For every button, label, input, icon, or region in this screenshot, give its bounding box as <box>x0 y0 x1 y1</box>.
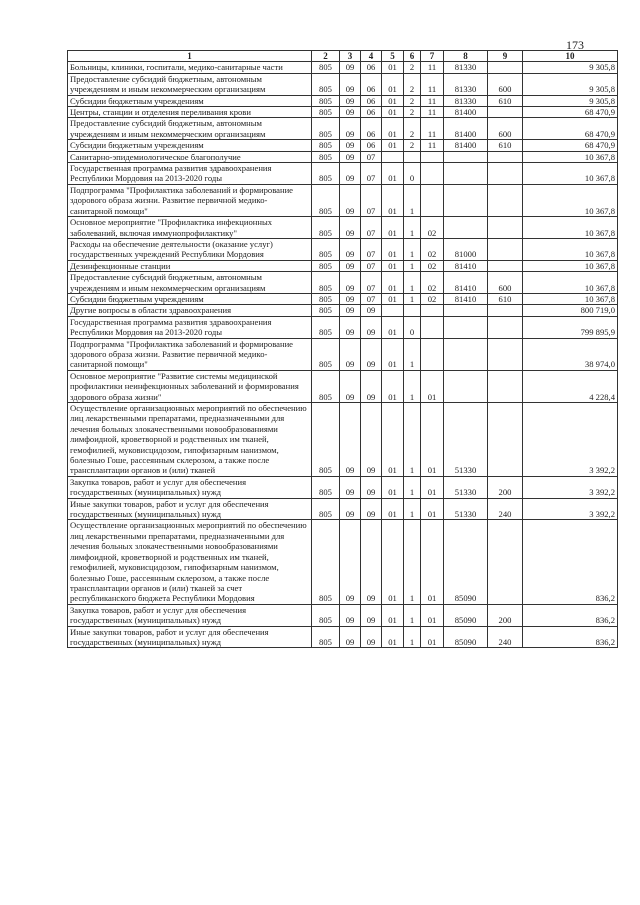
code-subprogram-cell: 1 <box>404 260 421 271</box>
code-subsection-cell: 09 <box>361 520 382 604</box>
code-program-cell <box>382 151 404 162</box>
amount-cell: 3 392,2 <box>523 476 618 498</box>
table-row <box>68 140 618 151</box>
table-row <box>68 151 618 162</box>
table-row <box>68 403 618 477</box>
code-ministry-cell: 805 <box>312 184 340 216</box>
code-section-cell: 09 <box>340 151 361 162</box>
code-event-cell: 01 <box>421 476 444 498</box>
row-name-cell: Субсидии бюджетным учреждениям <box>68 95 312 106</box>
code-section-cell: 09 <box>340 217 361 239</box>
table-row <box>68 73 618 95</box>
budget-table <box>67 50 618 648</box>
code-section-cell: 09 <box>340 140 361 151</box>
code-program-cell: 01 <box>382 238 404 260</box>
code-event-cell: 11 <box>421 95 444 106</box>
code-expense-type-cell <box>488 316 523 338</box>
code-section-cell: 09 <box>340 305 361 316</box>
code-program-cell: 01 <box>382 260 404 271</box>
code-program-cell: 01 <box>382 498 404 520</box>
table-row <box>68 272 618 294</box>
code-expense-type-cell <box>488 403 523 477</box>
code-direction-cell: 51330 <box>444 498 488 520</box>
table-header-row <box>68 51 618 62</box>
table-row <box>68 95 618 106</box>
code-expense-type-cell: 240 <box>488 498 523 520</box>
table-row <box>68 217 618 239</box>
code-ministry-cell: 805 <box>312 338 340 370</box>
code-direction-cell: 81330 <box>444 62 488 73</box>
code-event-cell: 11 <box>421 140 444 151</box>
code-direction-cell <box>444 151 488 162</box>
code-subsection-cell: 07 <box>361 163 382 185</box>
code-event-cell: 01 <box>421 626 444 648</box>
row-name-cell: Расходы на обеспечение деятельности (оказание услуг) государственных учреждений Республики Мордовия <box>68 238 312 260</box>
code-direction-cell <box>444 217 488 239</box>
code-section-cell: 09 <box>340 272 361 294</box>
code-subsection-cell: 06 <box>361 118 382 140</box>
row-name-cell: Предоставление субсидий бюджетным, автономным учреждениям и иным некоммерческим организациям <box>68 73 312 95</box>
code-event-cell: 02 <box>421 217 444 239</box>
row-name-cell: Иные закупки товаров, работ и услуг для обеспечения государственных (муниципальных) нужд <box>68 626 312 648</box>
row-name-cell: Основное мероприятие "Развитие системы медицинской профилактики неинфекционных заболеваний и формирования здорового образа жизни" <box>68 370 312 402</box>
amount-cell: 800 719,0 <box>523 305 618 316</box>
code-subprogram-cell: 1 <box>404 184 421 216</box>
amount-cell: 10 367,8 <box>523 151 618 162</box>
code-subprogram-cell: 1 <box>404 293 421 304</box>
code-direction-cell: 51330 <box>444 476 488 498</box>
code-program-cell: 01 <box>382 403 404 477</box>
code-subsection-cell: 09 <box>361 403 382 477</box>
code-section-cell: 09 <box>340 118 361 140</box>
code-event-cell: 02 <box>421 293 444 304</box>
code-expense-type-cell: 600 <box>488 118 523 140</box>
code-section-cell: 09 <box>340 95 361 106</box>
row-name-cell: Закупка товаров, работ и услуг для обеспечения государственных (муниципальных) нужд <box>68 604 312 626</box>
code-section-cell: 09 <box>340 626 361 648</box>
code-subprogram-cell <box>404 151 421 162</box>
code-section-cell: 09 <box>340 520 361 604</box>
amount-cell: 10 367,8 <box>523 184 618 216</box>
code-expense-type-cell <box>488 305 523 316</box>
amount-cell: 799 895,9 <box>523 316 618 338</box>
row-name-cell: Подпрограмма "Профилактика заболеваний и формирование здорового образа жизни. Развитие первичной медико-санитарной помощи" <box>68 338 312 370</box>
amount-cell: 68 470,9 <box>523 140 618 151</box>
code-expense-type-cell <box>488 238 523 260</box>
code-subsection-cell: 06 <box>361 73 382 95</box>
code-subsection-cell: 07 <box>361 217 382 239</box>
code-direction-cell: 81330 <box>444 95 488 106</box>
amount-cell: 3 392,2 <box>523 403 618 477</box>
code-subprogram-cell: 1 <box>404 370 421 402</box>
code-event-cell <box>421 305 444 316</box>
amount-cell: 10 367,8 <box>523 272 618 294</box>
code-program-cell: 01 <box>382 140 404 151</box>
code-event-cell: 01 <box>421 370 444 402</box>
code-program-cell: 01 <box>382 184 404 216</box>
code-ministry-cell: 805 <box>312 62 340 73</box>
code-program-cell: 01 <box>382 338 404 370</box>
table-row <box>68 305 618 316</box>
code-expense-type-cell <box>488 107 523 118</box>
code-event-cell <box>421 338 444 370</box>
code-ministry-cell: 805 <box>312 151 340 162</box>
code-section-cell: 09 <box>340 403 361 477</box>
amount-cell: 10 367,8 <box>523 260 618 271</box>
code-direction-cell <box>444 338 488 370</box>
column-header: 4 <box>361 51 382 62</box>
code-subsection-cell: 09 <box>361 305 382 316</box>
code-subsection-cell: 09 <box>361 316 382 338</box>
code-subprogram-cell: 1 <box>404 604 421 626</box>
code-event-cell: 02 <box>421 272 444 294</box>
row-name-cell: Санитарно-эпидемиологическое благополучие <box>68 151 312 162</box>
code-ministry-cell: 805 <box>312 73 340 95</box>
code-section-cell: 09 <box>340 238 361 260</box>
code-subprogram-cell: 1 <box>404 476 421 498</box>
code-subprogram-cell: 2 <box>404 140 421 151</box>
code-subsection-cell: 09 <box>361 476 382 498</box>
code-subprogram-cell: 1 <box>404 626 421 648</box>
code-subprogram-cell: 2 <box>404 118 421 140</box>
code-program-cell: 01 <box>382 163 404 185</box>
code-event-cell: 01 <box>421 403 444 477</box>
column-header: 5 <box>382 51 404 62</box>
code-subprogram-cell: 2 <box>404 62 421 73</box>
code-ministry-cell: 805 <box>312 163 340 185</box>
code-program-cell: 01 <box>382 118 404 140</box>
row-name-cell: Предоставление субсидий бюджетным, автономным учреждениям и иным некоммерческим организациям <box>68 272 312 294</box>
page-number: 173 <box>566 38 584 52</box>
code-program-cell: 01 <box>382 73 404 95</box>
code-expense-type-cell <box>488 520 523 604</box>
code-subsection-cell: 09 <box>361 498 382 520</box>
code-program-cell: 01 <box>382 95 404 106</box>
code-ministry-cell: 805 <box>312 403 340 477</box>
code-event-cell: 02 <box>421 260 444 271</box>
code-direction-cell: 85090 <box>444 626 488 648</box>
row-name-cell: Дезинфекционные станции <box>68 260 312 271</box>
amount-cell: 836,2 <box>523 626 618 648</box>
code-expense-type-cell <box>488 184 523 216</box>
table-row <box>68 293 618 304</box>
code-direction-cell <box>444 163 488 185</box>
amount-cell: 9 305,8 <box>523 62 618 73</box>
code-subsection-cell: 09 <box>361 626 382 648</box>
code-event-cell: 11 <box>421 107 444 118</box>
code-ministry-cell: 805 <box>312 238 340 260</box>
code-expense-type-cell <box>488 62 523 73</box>
code-ministry-cell: 805 <box>312 95 340 106</box>
row-name-cell: Больницы, клиники, госпитали, медико-санитарные части <box>68 62 312 73</box>
table-row <box>68 604 618 626</box>
column-header: 9 <box>488 51 523 62</box>
code-subprogram-cell: 1 <box>404 238 421 260</box>
amount-cell: 68 470,9 <box>523 107 618 118</box>
code-ministry-cell: 805 <box>312 626 340 648</box>
code-section-cell: 09 <box>340 316 361 338</box>
code-subsection-cell: 09 <box>361 370 382 402</box>
code-section-cell: 09 <box>340 338 361 370</box>
row-name-cell: Другие вопросы в области здравоохранения <box>68 305 312 316</box>
code-section-cell: 09 <box>340 184 361 216</box>
row-name-cell: Предоставление субсидий бюджетным, автономным учреждениям и иным некоммерческим организациям <box>68 118 312 140</box>
code-expense-type-cell: 200 <box>488 604 523 626</box>
code-direction-cell: 85090 <box>444 520 488 604</box>
code-event-cell: 01 <box>421 604 444 626</box>
table-row <box>68 626 618 648</box>
code-subprogram-cell: 1 <box>404 403 421 477</box>
code-ministry-cell: 805 <box>312 498 340 520</box>
code-direction-cell: 85090 <box>444 604 488 626</box>
code-section-cell: 09 <box>340 293 361 304</box>
code-expense-type-cell <box>488 370 523 402</box>
code-subsection-cell: 07 <box>361 260 382 271</box>
code-ministry-cell: 805 <box>312 140 340 151</box>
code-program-cell: 01 <box>382 370 404 402</box>
code-expense-type-cell: 200 <box>488 476 523 498</box>
code-direction-cell: 81410 <box>444 293 488 304</box>
code-program-cell: 01 <box>382 272 404 294</box>
code-program-cell: 01 <box>382 217 404 239</box>
code-direction-cell: 81410 <box>444 260 488 271</box>
code-subprogram-cell: 1 <box>404 498 421 520</box>
code-section-cell: 09 <box>340 260 361 271</box>
code-section-cell: 09 <box>340 73 361 95</box>
code-expense-type-cell: 600 <box>488 73 523 95</box>
code-section-cell: 09 <box>340 163 361 185</box>
row-name-cell: Государственная программа развития здравоохранения Республики Мордовия на 2013-2020 годы <box>68 316 312 338</box>
amount-cell: 3 392,2 <box>523 498 618 520</box>
code-program-cell: 01 <box>382 476 404 498</box>
code-section-cell: 09 <box>340 370 361 402</box>
table-row <box>68 163 618 185</box>
code-ministry-cell: 805 <box>312 476 340 498</box>
row-name-cell: Государственная программа развития здравоохранения Республики Мордовия на 2013-2020 годы <box>68 163 312 185</box>
row-name-cell: Осуществление организационных мероприятий по обеспечению лиц лекарственными препаратами, предназначенными для лечения больных злокачественными новообразованиями лимфоидной, кроветворной и родственных им тканей, гемофилией, муковисцидозом, гипофизарным нанизмом, болезнью Гоше, рассеянным склерозом, а также после трансплантации органов и (или) тканей <box>68 403 312 477</box>
column-header: 2 <box>312 51 340 62</box>
table-row <box>68 338 618 370</box>
code-direction-cell: 81400 <box>444 107 488 118</box>
amount-cell: 10 367,8 <box>523 163 618 185</box>
code-direction-cell <box>444 316 488 338</box>
code-section-cell: 09 <box>340 476 361 498</box>
code-ministry-cell: 805 <box>312 305 340 316</box>
row-name-cell: Субсидии бюджетным учреждениям <box>68 140 312 151</box>
table-row <box>68 238 618 260</box>
row-name-cell: Осуществление организационных мероприятий по обеспечению лиц лекарственными препаратами, предназначенными для лечения больных злокачественными новообразованиями лимфоидной, кроветворной и родственных им тканей, гемофилией, муковисцидозом, гипофизарным нанизмом, болезнью Гоше, рассеянным склерозом, а также после трансплантации органов и (или) тканей за счет республиканского бюджета Республики Мордовия <box>68 520 312 604</box>
amount-cell: 10 367,8 <box>523 293 618 304</box>
column-header: 6 <box>404 51 421 62</box>
row-name-cell: Подпрограмма "Профилактика заболеваний и формирование здорового образа жизни. Развитие первичной медико-санитарной помощи" <box>68 184 312 216</box>
code-subprogram-cell: 2 <box>404 73 421 95</box>
code-subsection-cell: 06 <box>361 107 382 118</box>
code-program-cell: 01 <box>382 107 404 118</box>
code-program-cell: 01 <box>382 293 404 304</box>
code-expense-type-cell <box>488 217 523 239</box>
code-direction-cell: 81410 <box>444 272 488 294</box>
code-section-cell: 09 <box>340 498 361 520</box>
column-header: 10 <box>523 51 618 62</box>
code-subsection-cell: 07 <box>361 151 382 162</box>
amount-cell: 38 974,0 <box>523 338 618 370</box>
code-event-cell <box>421 151 444 162</box>
amount-cell: 4 228,4 <box>523 370 618 402</box>
code-event-cell <box>421 316 444 338</box>
amount-cell: 836,2 <box>523 604 618 626</box>
code-subsection-cell: 07 <box>361 272 382 294</box>
code-subsection-cell: 07 <box>361 293 382 304</box>
code-subsection-cell: 06 <box>361 140 382 151</box>
code-subprogram-cell: 2 <box>404 107 421 118</box>
code-event-cell: 11 <box>421 73 444 95</box>
code-event-cell: 01 <box>421 520 444 604</box>
code-subprogram-cell: 0 <box>404 163 421 185</box>
code-ministry-cell: 805 <box>312 260 340 271</box>
code-program-cell: 01 <box>382 520 404 604</box>
code-section-cell: 09 <box>340 62 361 73</box>
code-event-cell: 01 <box>421 498 444 520</box>
table-row <box>68 118 618 140</box>
code-program-cell: 01 <box>382 604 404 626</box>
code-section-cell: 09 <box>340 604 361 626</box>
code-ministry-cell: 805 <box>312 217 340 239</box>
table-row <box>68 62 618 73</box>
column-header: 7 <box>421 51 444 62</box>
table-row <box>68 316 618 338</box>
row-name-cell: Закупка товаров, работ и услуг для обеспечения государственных (муниципальных) нужд <box>68 476 312 498</box>
code-expense-type-cell: 240 <box>488 626 523 648</box>
code-section-cell: 09 <box>340 107 361 118</box>
amount-cell: 9 305,8 <box>523 95 618 106</box>
code-subprogram-cell: 0 <box>404 316 421 338</box>
code-direction-cell: 81000 <box>444 238 488 260</box>
table-row <box>68 184 618 216</box>
column-header: 1 <box>68 51 312 62</box>
table-row <box>68 260 618 271</box>
code-event-cell <box>421 163 444 185</box>
code-ministry-cell: 805 <box>312 604 340 626</box>
code-expense-type-cell <box>488 151 523 162</box>
code-subprogram-cell: 2 <box>404 95 421 106</box>
table-row <box>68 107 618 118</box>
column-header: 8 <box>444 51 488 62</box>
code-direction-cell: 81400 <box>444 118 488 140</box>
code-event-cell: 11 <box>421 62 444 73</box>
amount-cell: 10 367,8 <box>523 217 618 239</box>
code-subsection-cell: 06 <box>361 62 382 73</box>
code-subsection-cell: 07 <box>361 184 382 216</box>
table-row <box>68 498 618 520</box>
code-subprogram-cell: 1 <box>404 520 421 604</box>
code-expense-type-cell: 600 <box>488 272 523 294</box>
amount-cell: 68 470,9 <box>523 118 618 140</box>
table-body <box>68 62 618 648</box>
code-program-cell: 01 <box>382 62 404 73</box>
row-name-cell: Основное мероприятие "Профилактика инфекционных заболеваний, включая иммунопрофилактику" <box>68 217 312 239</box>
code-event-cell: 02 <box>421 238 444 260</box>
code-direction-cell: 51330 <box>444 403 488 477</box>
code-program-cell <box>382 305 404 316</box>
code-ministry-cell: 805 <box>312 293 340 304</box>
amount-cell: 9 305,8 <box>523 73 618 95</box>
code-program-cell: 01 <box>382 626 404 648</box>
code-subsection-cell: 07 <box>361 238 382 260</box>
code-expense-type-cell <box>488 338 523 370</box>
table-row <box>68 476 618 498</box>
code-event-cell <box>421 184 444 216</box>
code-direction-cell <box>444 305 488 316</box>
code-expense-type-cell <box>488 163 523 185</box>
code-ministry-cell: 805 <box>312 272 340 294</box>
code-ministry-cell: 805 <box>312 107 340 118</box>
code-program-cell: 01 <box>382 316 404 338</box>
code-subsection-cell: 09 <box>361 338 382 370</box>
code-expense-type-cell <box>488 260 523 271</box>
code-direction-cell <box>444 370 488 402</box>
table-row <box>68 370 618 402</box>
code-ministry-cell: 805 <box>312 316 340 338</box>
amount-cell: 836,2 <box>523 520 618 604</box>
code-direction-cell <box>444 184 488 216</box>
code-subsection-cell: 09 <box>361 604 382 626</box>
row-name-cell: Субсидии бюджетным учреждениям <box>68 293 312 304</box>
row-name-cell: Центры, станции и отделения переливания крови <box>68 107 312 118</box>
code-subsection-cell: 06 <box>361 95 382 106</box>
code-ministry-cell: 805 <box>312 118 340 140</box>
code-event-cell: 11 <box>421 118 444 140</box>
code-ministry-cell: 805 <box>312 370 340 402</box>
amount-cell: 10 367,8 <box>523 238 618 260</box>
code-direction-cell: 81330 <box>444 73 488 95</box>
code-direction-cell: 81400 <box>444 140 488 151</box>
row-name-cell: Иные закупки товаров, работ и услуг для обеспечения государственных (муниципальных) нужд <box>68 498 312 520</box>
table-row <box>68 520 618 604</box>
code-subprogram-cell: 1 <box>404 272 421 294</box>
code-ministry-cell: 805 <box>312 520 340 604</box>
column-header: 3 <box>340 51 361 62</box>
code-subprogram-cell: 1 <box>404 338 421 370</box>
code-expense-type-cell: 610 <box>488 293 523 304</box>
code-expense-type-cell: 610 <box>488 140 523 151</box>
code-subprogram-cell <box>404 305 421 316</box>
code-expense-type-cell: 610 <box>488 95 523 106</box>
code-subprogram-cell: 1 <box>404 217 421 239</box>
